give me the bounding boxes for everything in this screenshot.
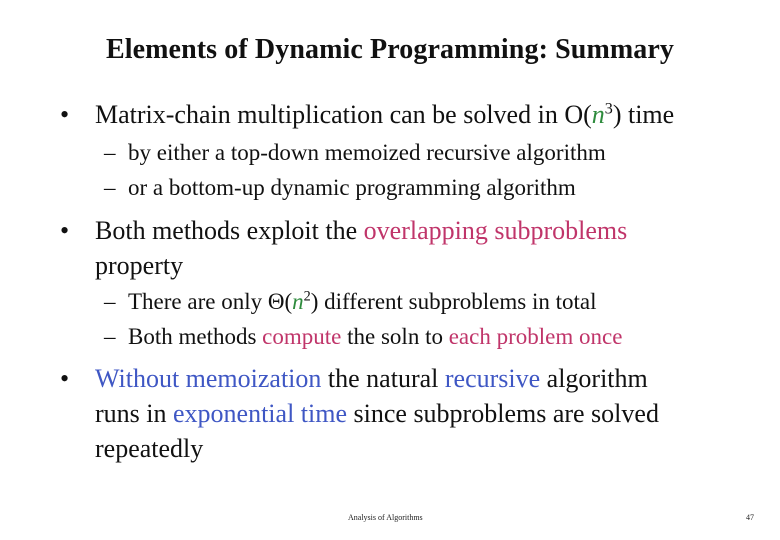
bullet-mark: • — [60, 216, 70, 245]
subbullet-1-1-text — [128, 138, 606, 168]
dash-mark: – — [104, 175, 116, 200]
subbullet-2-2-text — [128, 322, 622, 352]
bullet-2-line-1 — [95, 214, 627, 248]
red-text-run: each problem once — [448, 324, 623, 349]
bullet-1-line-1 — [95, 98, 674, 132]
blue-text-run: exponential time — [173, 399, 348, 428]
dash-mark: – — [104, 289, 116, 314]
bullet-mark: • — [60, 364, 70, 393]
bullet-3-line-2 — [95, 397, 659, 431]
subbullet-1-2-text — [128, 173, 576, 203]
text-run: or a bottom-up dynamic programming algorithm — [128, 175, 576, 200]
footer-page-number: 47 — [746, 513, 754, 522]
slide-title: Elements of Dynamic Programming: Summary — [105, 34, 675, 65]
text-run: property — [95, 251, 184, 280]
blue-text-run: Without memoization — [95, 364, 322, 393]
dash-mark: – — [104, 140, 116, 165]
text-run: since subproblems are solved — [347, 399, 659, 428]
green-text-run: n — [292, 289, 304, 314]
text-run: repeatedly — [95, 434, 204, 463]
green-text-run: n — [591, 100, 605, 129]
footer-course-title: Analysis of Algorithms — [348, 513, 423, 522]
text-run: There are only Θ( — [128, 289, 293, 314]
red-text-run: overlapping subproblems — [363, 216, 628, 245]
text-run: runs in — [95, 399, 173, 428]
text-run: algorithm — [540, 364, 648, 393]
text-run: by either a top-down memoized recursive algorithm — [128, 140, 606, 165]
text-run: Matrix-chain multiplication can be solved in O( — [95, 100, 592, 129]
text-run: Both methods — [128, 324, 263, 349]
text-run: the soln to — [341, 324, 449, 349]
dash-mark: – — [104, 324, 116, 349]
text-run: ) time — [612, 100, 675, 129]
superscript: 2 — [303, 288, 311, 305]
bullet-3-line-1 — [95, 362, 648, 396]
bullet-3-line-3 — [95, 432, 203, 466]
superscript: 3 — [604, 100, 613, 118]
subbullet-2-1-text — [128, 287, 597, 317]
red-text-run: compute — [262, 324, 342, 349]
bullet-2-line-2 — [95, 249, 183, 283]
text-run: ) different subproblems in total — [310, 289, 597, 314]
blue-text-run: recursive — [444, 364, 541, 393]
text-run: Both methods exploit the — [95, 216, 364, 245]
text-run: the natural — [321, 364, 445, 393]
bullet-mark: • — [60, 100, 70, 129]
